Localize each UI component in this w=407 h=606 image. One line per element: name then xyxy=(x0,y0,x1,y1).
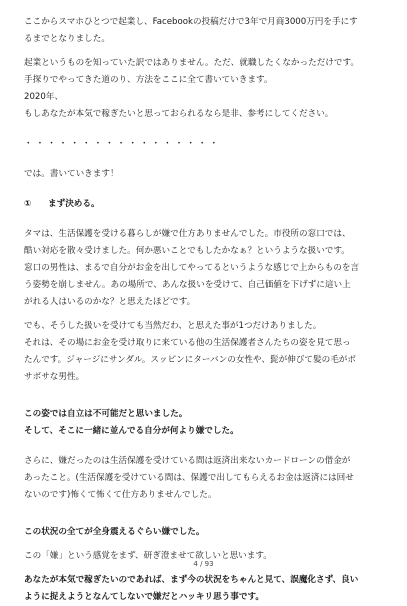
reason-line-4: サボサな男性。 xyxy=(24,372,85,382)
motivation-line-3: 2020年、 xyxy=(24,92,64,102)
tama-line-5: がれる人はいるのかな？と思えたほどです。 xyxy=(24,297,196,307)
motivation-line-2: 手探りでやってきた道のり、方法をここに全て書いていきます。 xyxy=(24,75,273,85)
reason-line-1: でも、そうした扱いを受けても当然だわ、と思えた事が1つだけありました。 xyxy=(24,321,322,331)
intro-line-2: るまでとなりました。 xyxy=(24,34,110,44)
loan-line-3: ないのです)怖くて怖くて仕方ありませんでした。 xyxy=(24,490,217,500)
dotted-separator: ・・・・・・・・・・・・・・・・・ xyxy=(24,139,222,149)
page-indicator: 4 / 93 xyxy=(193,560,214,568)
bold-statement-2: そして、そこに一緒に並んでる自分が何より嫌でした。 xyxy=(24,426,239,436)
reason-line-2: それは、その場にお金を受け取りに来ている他の生活保護者さんたちの姿を見て思っ xyxy=(24,338,351,348)
tama-line-1: タマは、生活保護を受ける暮らしが嫌で仕方ありませんでした。市役所の窓口では、 xyxy=(24,229,351,239)
tama-line-3: 窓口の男性は、まるで自分がお金を出してやってるというような感じで上からものを言 xyxy=(24,263,360,273)
section-title: まず決める。 xyxy=(48,199,100,209)
bold-statement-1: この姿では自立は不可能だと思いました。 xyxy=(24,409,188,419)
intro-line-1: ここからスマホひとつで起業し、Facebookの投稿だけで3年で月商3000万円を手にす xyxy=(24,17,358,27)
loan-line-2: あったこと。(生活保護を受けている間は、保護で出してもらえるお金は返済には回せ xyxy=(24,473,354,483)
tama-line-2: 酷い対応を散々受けました。何か悪いことでもしたかなぁ？というような扱いです。 xyxy=(24,246,350,256)
feel-line: この「嫌」という感覚をまず、研ぎ澄ませて欲しいと思います。 xyxy=(24,551,272,561)
bold-statement-3: この状況の全てが全身震えるぐらい嫌でした。 xyxy=(24,527,205,537)
tama-line-4: う姿勢を崩しません。あの場所で、あんな扱いを受けて、自己価値を下げずに這い上 xyxy=(24,280,351,290)
start-line: では。書いていきます！ xyxy=(24,169,119,179)
bold-conclusion-1: あなたが本気で稼ぎたいのであれば、まず今の状況をちゃんと見て、誤魔化さず、良い xyxy=(24,575,359,585)
section-number: ① xyxy=(24,199,32,209)
section-heading xyxy=(24,196,381,213)
bold-conclusion-2: ように捉えようとなんてしないで嫌だとハッキリ思う事です。 xyxy=(24,592,264,602)
motivation-line-4: もしあなたが本気で稼ぎたいと思っておられるなら是非、参考にしてください。 xyxy=(24,109,334,119)
reason-line-3: たんです。ジャージにサンダル。スッピンにターバンの女性や、髭が伸びて髪の毛がボ xyxy=(24,355,356,365)
loan-line-1: さらに、嫌だったのは生活保護を受けている間は返済出来ないカードローンの借金が xyxy=(24,456,351,466)
motivation-line-1: 起業というものを知っていた訳ではありません。ただ、就職したくなかっただけです。 xyxy=(24,58,359,68)
